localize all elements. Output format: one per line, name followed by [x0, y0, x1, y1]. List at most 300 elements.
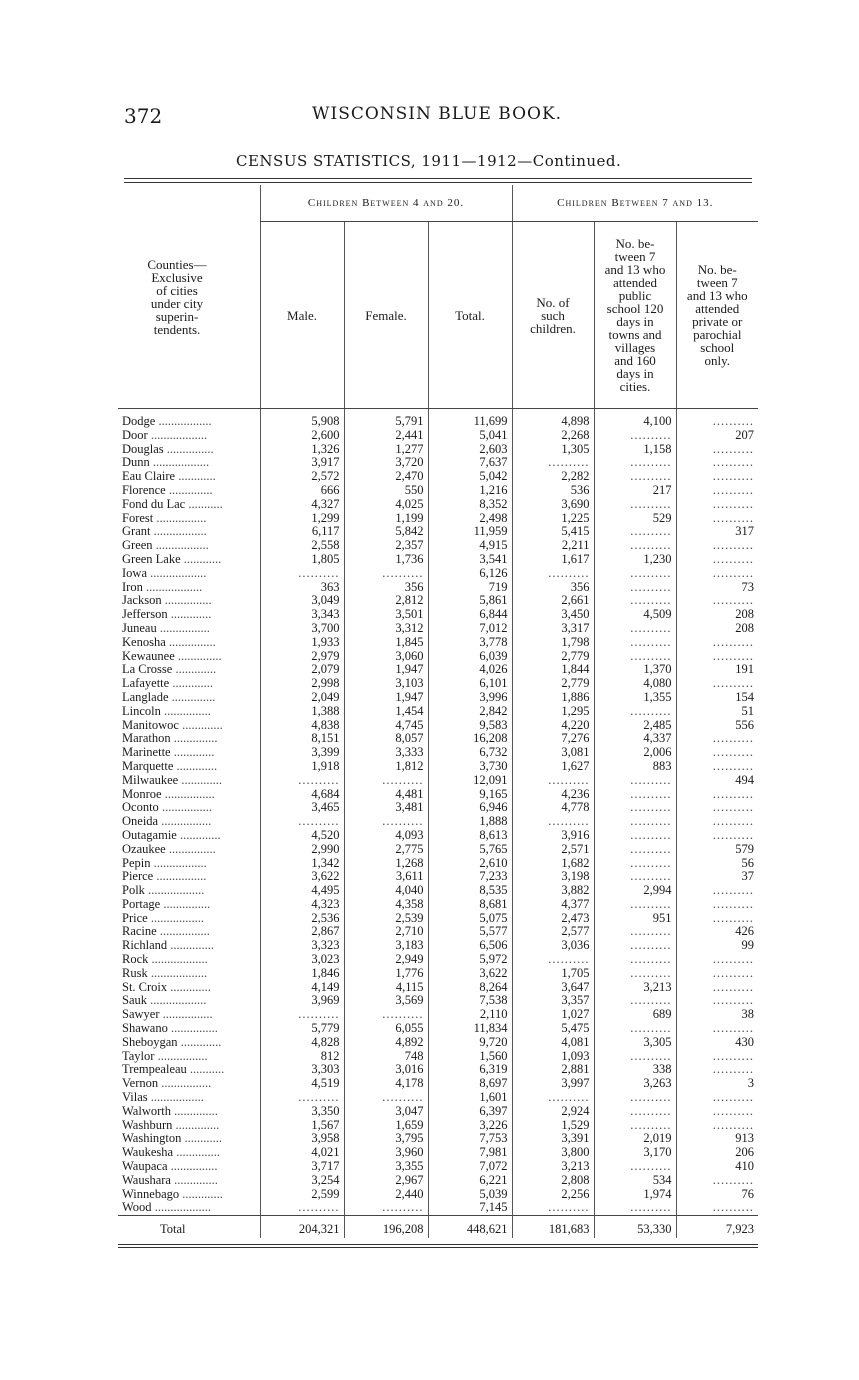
- table-row: [118, 608, 758, 622]
- table-row: [118, 1160, 758, 1174]
- cell-private-school: ..........: [676, 1050, 758, 1064]
- table-row: [118, 953, 758, 967]
- table-row: [118, 636, 758, 650]
- table-row: [118, 650, 758, 664]
- cell-public-school: 217: [594, 484, 676, 498]
- cell-county: Kenosha ...............: [122, 635, 216, 649]
- cell-total: 1,560: [428, 1050, 512, 1064]
- cell-male: 2,572: [260, 470, 344, 484]
- cell-total: 2,842: [428, 705, 512, 719]
- cell-public-school: 2,994: [594, 884, 676, 898]
- cell-total: 6,732: [428, 746, 512, 760]
- cell-county: Kewaunee ..............: [122, 649, 222, 663]
- census-table-container: [118, 185, 758, 1248]
- cell-such-children: 1,886: [512, 691, 594, 705]
- cell-county: Price .................: [122, 911, 204, 925]
- cell-county: Iowa ..................: [122, 566, 207, 580]
- cell-private-school: 556: [676, 719, 758, 733]
- cell-male: 3,323: [260, 939, 344, 953]
- cell-such-children: 2,881: [512, 1063, 594, 1077]
- cell-such-children: 2,661: [512, 594, 594, 608]
- cell-total: 719: [428, 581, 512, 595]
- cell-total: 4,915: [428, 539, 512, 553]
- cell-such-children: 4,778: [512, 801, 594, 815]
- cell-total: 6,126: [428, 567, 512, 581]
- cell-public-school: 3,305: [594, 1036, 676, 1050]
- cell-such-children: ..........: [512, 774, 594, 788]
- table-row: [118, 622, 758, 636]
- cell-county: Sauk ..................: [122, 994, 207, 1008]
- cell-total: 2,603: [428, 443, 512, 457]
- cell-such-children: 2,268: [512, 429, 594, 443]
- cell-male: ..........: [260, 567, 344, 581]
- header-private-school: No. be- tween 7 and 13 who attended private or parochial school only.: [676, 222, 758, 409]
- cell-female: 2,357: [344, 539, 428, 553]
- cell-county: Florence ..............: [122, 483, 213, 497]
- cell-total: 3,730: [428, 760, 512, 774]
- table-row: [118, 484, 758, 498]
- cell-male: 4,838: [260, 719, 344, 733]
- cell-public-school: 3,213: [594, 981, 676, 995]
- cell-female: 1,277: [344, 443, 428, 457]
- cell-county: St. Croix .............: [122, 980, 211, 994]
- cell-county: Pierce ................: [122, 870, 207, 884]
- cell-female: ..........: [344, 815, 428, 829]
- cell-private-school: 494: [676, 774, 758, 788]
- cell-male: ..........: [260, 1008, 344, 1022]
- table-row: [118, 732, 758, 746]
- cell-public-school: ..........: [594, 581, 676, 595]
- cell-female: ..........: [344, 1201, 428, 1215]
- cell-private-school: ..........: [676, 456, 758, 470]
- cell-private-school: 426: [676, 925, 758, 939]
- cell-private-school: 207: [676, 429, 758, 443]
- cell-female: 3,569: [344, 994, 428, 1008]
- cell-such-children: 5,475: [512, 1022, 594, 1036]
- cell-such-children: 3,647: [512, 981, 594, 995]
- cell-male: 1,299: [260, 512, 344, 526]
- table-row: [118, 1063, 758, 1077]
- cell-male: 2,079: [260, 663, 344, 677]
- cell-public-school: ..........: [594, 705, 676, 719]
- cell-male: 3,917: [260, 456, 344, 470]
- cell-private-school: ..........: [676, 1105, 758, 1119]
- cell-male: 2,049: [260, 691, 344, 705]
- cell-public-school: 4,509: [594, 608, 676, 622]
- cell-female: 3,481: [344, 801, 428, 815]
- cell-total: 1,888: [428, 815, 512, 829]
- cell-male: ..........: [260, 774, 344, 788]
- cell-female: 4,093: [344, 829, 428, 843]
- cell-county: Manitowoc .............: [122, 718, 223, 732]
- cell-county: Milwaukee .............: [122, 773, 222, 787]
- cell-private-school: ..........: [676, 912, 758, 926]
- cell-such-children: 3,317: [512, 622, 594, 636]
- cell-male: 3,049: [260, 594, 344, 608]
- cell-county: Marquette .............: [122, 759, 218, 773]
- header-children-7-13: Children Between 7 and 13.: [512, 185, 758, 222]
- table-row: [118, 691, 758, 705]
- header-female: Female.: [344, 222, 428, 409]
- cell-county: Walworth ..............: [122, 1104, 218, 1118]
- table-row: [118, 567, 758, 581]
- cell-private-school: ..........: [676, 746, 758, 760]
- cell-female: 5,842: [344, 525, 428, 539]
- table-row: [118, 677, 758, 691]
- cell-private-school: ..........: [676, 898, 758, 912]
- cell-such-children: 4,236: [512, 788, 594, 802]
- cell-total: 6,946: [428, 801, 512, 815]
- cell-total: 3,622: [428, 967, 512, 981]
- cell-total: 11,834: [428, 1022, 512, 1036]
- cell-female: 3,355: [344, 1160, 428, 1174]
- cell-male: 1,805: [260, 553, 344, 567]
- cell-female: 356: [344, 581, 428, 595]
- cell-female: 4,745: [344, 719, 428, 733]
- cell-private-school: ..........: [676, 732, 758, 746]
- cell-private-school: ..........: [676, 539, 758, 553]
- cell-public-school: ..........: [594, 470, 676, 484]
- cell-female: 3,501: [344, 608, 428, 622]
- cell-such-children: 4,377: [512, 898, 594, 912]
- cell-private-school: 913: [676, 1132, 758, 1146]
- cell-private-school: 99: [676, 939, 758, 953]
- cell-such-children: 2,211: [512, 539, 594, 553]
- cell-county: Lincoln ...............: [122, 704, 211, 718]
- cell-such-children: 1,798: [512, 636, 594, 650]
- table-row: [118, 843, 758, 857]
- cell-private-school: 191: [676, 663, 758, 677]
- table-row: [118, 774, 758, 788]
- cell-total: 5,039: [428, 1188, 512, 1202]
- cell-county: Waushara ..............: [122, 1173, 218, 1187]
- cell-such-children: 1,682: [512, 857, 594, 871]
- cell-total: 8,613: [428, 829, 512, 843]
- cell-male: 3,254: [260, 1174, 344, 1188]
- cell-county: Washburn ..............: [122, 1118, 220, 1132]
- table-row: [118, 581, 758, 595]
- cell-public-school: ..........: [594, 636, 676, 650]
- cell-female: 1,454: [344, 705, 428, 719]
- table-row: [118, 967, 758, 981]
- cell-total: 5,972: [428, 953, 512, 967]
- cell-such-children: 3,997: [512, 1077, 594, 1091]
- cell-private-school: ..........: [676, 636, 758, 650]
- cell-total: 6,101: [428, 677, 512, 691]
- table-row: [118, 553, 758, 567]
- cell-county: Pepin .................: [122, 856, 207, 870]
- cell-male: 5,908: [260, 409, 344, 429]
- cell-private-school: 76: [676, 1188, 758, 1202]
- cell-male: 4,520: [260, 829, 344, 843]
- cell-male: 1,326: [260, 443, 344, 457]
- cell-female: 2,967: [344, 1174, 428, 1188]
- cell-public-school: ..........: [594, 815, 676, 829]
- cell-female: 748: [344, 1050, 428, 1064]
- cell-public-school: 2,485: [594, 719, 676, 733]
- cell-such-children: 1,705: [512, 967, 594, 981]
- cell-total: 7,637: [428, 456, 512, 470]
- table-row: [118, 857, 758, 871]
- cell-such-children: 536: [512, 484, 594, 498]
- cell-total: 5,042: [428, 470, 512, 484]
- cell-county: Oneida ................: [122, 815, 212, 829]
- cell-private-school: ..........: [676, 553, 758, 567]
- cell-total: 8,697: [428, 1077, 512, 1091]
- cell-public-school: ..........: [594, 925, 676, 939]
- cell-county: Washington ............: [122, 1132, 223, 1146]
- cell-county: Taylor ................: [122, 1049, 208, 1063]
- table-row: [118, 525, 758, 539]
- cell-female: 3,720: [344, 456, 428, 470]
- cell-county: Outagamie .............: [122, 828, 221, 842]
- cell-public-school: ..........: [594, 594, 676, 608]
- cell-county: Ozaukee ...............: [122, 842, 216, 856]
- cell-male: 1,567: [260, 1119, 344, 1133]
- cell-public-school: 2,006: [594, 746, 676, 760]
- cell-private-school: 410: [676, 1160, 758, 1174]
- cell-total: 7,072: [428, 1160, 512, 1174]
- cell-male: 2,536: [260, 912, 344, 926]
- cell-public-school: ..........: [594, 1160, 676, 1174]
- total-all: 448,621: [428, 1216, 512, 1239]
- cell-such-children: 4,220: [512, 719, 594, 733]
- cell-county: Juneau ................: [122, 621, 210, 635]
- cell-such-children: 2,256: [512, 1188, 594, 1202]
- cell-female: 3,060: [344, 650, 428, 664]
- cell-total: 6,397: [428, 1105, 512, 1119]
- cell-total: 11,699: [428, 409, 512, 429]
- cell-total: 6,844: [428, 608, 512, 622]
- cell-such-children: 3,357: [512, 994, 594, 1008]
- cell-such-children: 3,391: [512, 1132, 594, 1146]
- cell-county: Sheboygan .............: [122, 1035, 222, 1049]
- cell-such-children: 3,450: [512, 608, 594, 622]
- table-row: [118, 815, 758, 829]
- table-row: [118, 925, 758, 939]
- cell-male: 1,933: [260, 636, 344, 650]
- cell-female: 3,016: [344, 1063, 428, 1077]
- cell-male: 3,700: [260, 622, 344, 636]
- cell-private-school: ..........: [676, 953, 758, 967]
- cell-male: 3,969: [260, 994, 344, 1008]
- cell-male: 3,343: [260, 608, 344, 622]
- cell-such-children: 5,415: [512, 525, 594, 539]
- cell-total: 8,681: [428, 898, 512, 912]
- cell-private-school: 208: [676, 608, 758, 622]
- cell-total: 7,145: [428, 1201, 512, 1215]
- table-row: [118, 443, 758, 457]
- cell-male: 4,327: [260, 498, 344, 512]
- cell-total: 4,026: [428, 663, 512, 677]
- table-row: [118, 456, 758, 470]
- total-label: Total: [118, 1216, 260, 1239]
- cell-county: Lafayette .............: [122, 677, 213, 691]
- cell-private-school: ..........: [676, 498, 758, 512]
- table-row: [118, 994, 758, 1008]
- cell-such-children: 1,027: [512, 1008, 594, 1022]
- cell-private-school: 38: [676, 1008, 758, 1022]
- cell-private-school: ..........: [676, 1119, 758, 1133]
- cell-total: 1,601: [428, 1091, 512, 1105]
- cell-total: 7,538: [428, 994, 512, 1008]
- cell-county: Douglas ...............: [122, 442, 214, 456]
- cell-female: 2,440: [344, 1188, 428, 1202]
- cell-male: 1,846: [260, 967, 344, 981]
- cell-public-school: 2,019: [594, 1132, 676, 1146]
- table-row: [118, 1201, 758, 1215]
- cell-public-school: 338: [594, 1063, 676, 1077]
- cell-such-children: 3,081: [512, 746, 594, 760]
- cell-county: Rock ..................: [122, 953, 208, 967]
- cell-female: 4,115: [344, 981, 428, 995]
- cell-such-children: 1,093: [512, 1050, 594, 1064]
- cell-total: 6,506: [428, 939, 512, 953]
- cell-private-school: ..........: [676, 788, 758, 802]
- cell-county: Langlade ..............: [122, 690, 216, 704]
- cell-such-children: 2,282: [512, 470, 594, 484]
- table-row: [118, 719, 758, 733]
- cell-female: ..........: [344, 1008, 428, 1022]
- cell-county: Dunn ..................: [122, 456, 210, 470]
- cell-such-children: 2,571: [512, 843, 594, 857]
- cell-county: Sawyer ................: [122, 1008, 213, 1022]
- cell-private-school: 154: [676, 691, 758, 705]
- cell-public-school: ..........: [594, 801, 676, 815]
- cell-female: 1,268: [344, 857, 428, 871]
- cell-such-children: 2,577: [512, 925, 594, 939]
- cell-such-children: 3,800: [512, 1146, 594, 1160]
- cell-female: 2,775: [344, 843, 428, 857]
- cell-female: 550: [344, 484, 428, 498]
- table-row: [118, 1105, 758, 1119]
- cell-female: 3,960: [344, 1146, 428, 1160]
- cell-total: 1,216: [428, 484, 512, 498]
- cell-public-school: ..........: [594, 898, 676, 912]
- cell-male: 4,828: [260, 1036, 344, 1050]
- census-table: [118, 185, 758, 1238]
- cell-public-school: 689: [594, 1008, 676, 1022]
- cell-public-school: ..........: [594, 1050, 676, 1064]
- cell-female: 1,776: [344, 967, 428, 981]
- cell-female: 2,470: [344, 470, 428, 484]
- cell-county: Dodge .................: [122, 414, 212, 428]
- cell-county: Marathon ..............: [122, 732, 218, 746]
- table-row: [118, 594, 758, 608]
- cell-total: 9,583: [428, 719, 512, 733]
- cell-county: Green Lake ............: [122, 552, 222, 566]
- cell-private-school: 73: [676, 581, 758, 595]
- table-row: [118, 760, 758, 774]
- cell-total: 2,498: [428, 512, 512, 526]
- cell-private-school: ..........: [676, 650, 758, 664]
- table-row: [118, 870, 758, 884]
- total-row: [118, 1216, 758, 1239]
- cell-total: 3,226: [428, 1119, 512, 1133]
- bottom-rule-second: [118, 1247, 758, 1248]
- table-row: [118, 1188, 758, 1202]
- cell-public-school: ..........: [594, 953, 676, 967]
- cell-private-school: ..........: [676, 884, 758, 898]
- cell-total: 7,233: [428, 870, 512, 884]
- cell-private-school: 579: [676, 843, 758, 857]
- cell-total: 12,091: [428, 774, 512, 788]
- cell-county: Oconto ................: [122, 801, 212, 815]
- cell-female: 4,178: [344, 1077, 428, 1091]
- total-private-school: 7,923: [676, 1216, 758, 1239]
- cell-such-children: 4,081: [512, 1036, 594, 1050]
- cell-private-school: 56: [676, 857, 758, 871]
- cell-county: Waupaca ...............: [122, 1160, 218, 1174]
- cell-male: 3,958: [260, 1132, 344, 1146]
- cell-such-children: 356: [512, 581, 594, 595]
- top-rule: [124, 178, 752, 179]
- cell-such-children: 1,295: [512, 705, 594, 719]
- cell-public-school: ..........: [594, 567, 676, 581]
- cell-such-children: ..........: [512, 1201, 594, 1215]
- table-row: [118, 1008, 758, 1022]
- cell-county: Monroe ................: [122, 787, 215, 801]
- cell-such-children: 2,924: [512, 1105, 594, 1119]
- cell-county: Door ..................: [122, 428, 208, 442]
- cell-total: 5,075: [428, 912, 512, 926]
- header-such-children: No. of such children.: [512, 222, 594, 409]
- cell-female: 2,710: [344, 925, 428, 939]
- cell-total: 8,352: [428, 498, 512, 512]
- cell-public-school: ..........: [594, 843, 676, 857]
- cell-public-school: ..........: [594, 539, 676, 553]
- cell-county: La Crosse .............: [122, 663, 217, 677]
- cell-private-school: 208: [676, 622, 758, 636]
- cell-county: Polk ..................: [122, 884, 205, 898]
- cell-female: 2,441: [344, 429, 428, 443]
- cell-public-school: 4,100: [594, 409, 676, 429]
- cell-female: 4,481: [344, 788, 428, 802]
- header-public-school: No. be- tween 7 and 13 who attended public school 120 days in towns and villages and 160 days in cities.: [594, 222, 676, 409]
- cell-male: 4,519: [260, 1077, 344, 1091]
- cell-male: 5,779: [260, 1022, 344, 1036]
- total-such-children: 181,683: [512, 1216, 594, 1239]
- table-body: [118, 409, 758, 1216]
- cell-county: Wood ..................: [122, 1201, 211, 1215]
- cell-public-school: ..........: [594, 1022, 676, 1036]
- cell-public-school: 3,263: [594, 1077, 676, 1091]
- running-head: WISCONSIN BLUE BOOK.: [312, 104, 563, 124]
- cell-public-school: ..........: [594, 429, 676, 443]
- cell-public-school: ..........: [594, 1105, 676, 1119]
- cell-private-school: ..........: [676, 409, 758, 429]
- cell-male: 2,867: [260, 925, 344, 939]
- cell-public-school: ..........: [594, 525, 676, 539]
- bottom-rule: [118, 1244, 758, 1245]
- cell-male: 3,717: [260, 1160, 344, 1174]
- cell-county: Rusk ..................: [122, 966, 208, 980]
- cell-such-children: 3,882: [512, 884, 594, 898]
- cell-total: 6,319: [428, 1063, 512, 1077]
- cell-female: 1,947: [344, 691, 428, 705]
- cell-total: 9,165: [428, 788, 512, 802]
- cell-female: 1,199: [344, 512, 428, 526]
- header-children-4-20: Children Between 4 and 20.: [260, 185, 512, 222]
- cell-public-school: ..........: [594, 498, 676, 512]
- cell-public-school: ..........: [594, 939, 676, 953]
- cell-private-school: ..........: [676, 1091, 758, 1105]
- cell-total: 5,577: [428, 925, 512, 939]
- cell-total: 3,996: [428, 691, 512, 705]
- cell-total: 3,541: [428, 553, 512, 567]
- cell-public-school: 951: [594, 912, 676, 926]
- cell-public-school: 534: [594, 1174, 676, 1188]
